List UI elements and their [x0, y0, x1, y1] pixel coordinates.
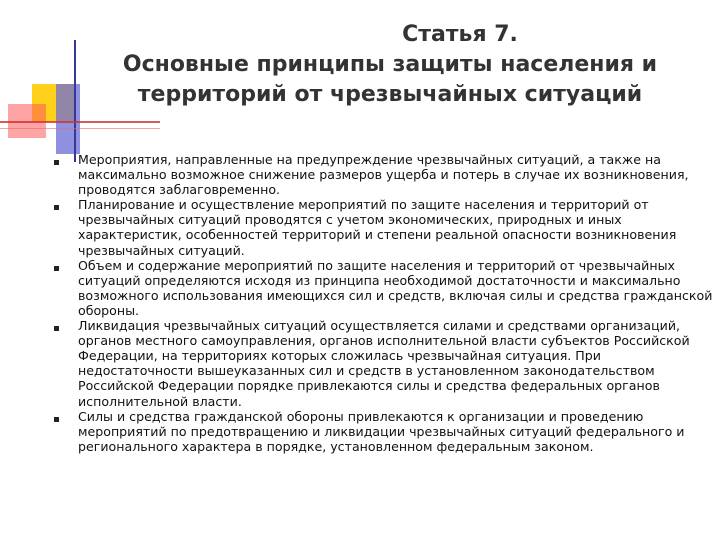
title-line-3: территорий от чрезвычайных ситуаций [137, 82, 643, 107]
list-item [50, 152, 714, 197]
list-item-text: Объем и содержание мероприятий по защите населения и территорий от чрезвычайных ситуаций определяются исходя из принципа необходимой достаточности и максимально возможного использования имеющихся сил и средств, включая силы и средства гражданской обороны. [78, 257, 713, 318]
square-bullet-icon [54, 266, 59, 271]
list-item [50, 409, 714, 454]
list-item-text: Мероприятия, направленные на предупреждение чрезвычайных ситуаций, а также на максимально возможное снижение размеров ущерба и потерь в случае их возникновения, проводятся заблаговременно. [78, 152, 689, 198]
list-item-text: Планирование и осуществление мероприятий по защите населения и территорий от чрезвычайных ситуаций проводятся с учетом экономических, природных и иных характеристик, особенностей территорий и степени реальной опасности возникновения чрезвычайных ситуаций. [78, 197, 677, 258]
square-bullet-icon [54, 326, 59, 331]
decor-horizontal-line [0, 121, 160, 123]
list-item [50, 258, 714, 318]
square-bullet-icon [54, 205, 59, 210]
list-item [50, 318, 714, 409]
square-bullet-icon [54, 417, 59, 422]
title-line-2: Основные принципы защиты населения и [122, 52, 658, 77]
slide-title [60, 20, 720, 110]
title-line-1: Статья 7. [402, 22, 518, 47]
list-item-text: Силы и средства гражданской обороны привлекаются к организации и проведению мероприятий по предотвращению и ликвидации чрезвычайных ситуаций федерального и регионального характера в порядке, установленном федеральным законом. [78, 408, 685, 454]
bullet-list [50, 152, 714, 454]
list-item [50, 197, 714, 257]
square-bullet-icon [54, 160, 59, 165]
decor-horizontal-line-thin [0, 128, 160, 129]
list-item-text: Ликвидация чрезвычайных ситуаций осуществляется силами и средствами организаций, органов местного самоуправления, органов исполнительной власти субъектов Российской Федерации, на территориях которых сложилась чрезвычайная ситуация. При недостаточности вышеуказанных сил и средств в установленном законодательством Российской Федерации порядке привлекаются силы и средства федеральных органов исполнительной власти. [78, 318, 690, 409]
